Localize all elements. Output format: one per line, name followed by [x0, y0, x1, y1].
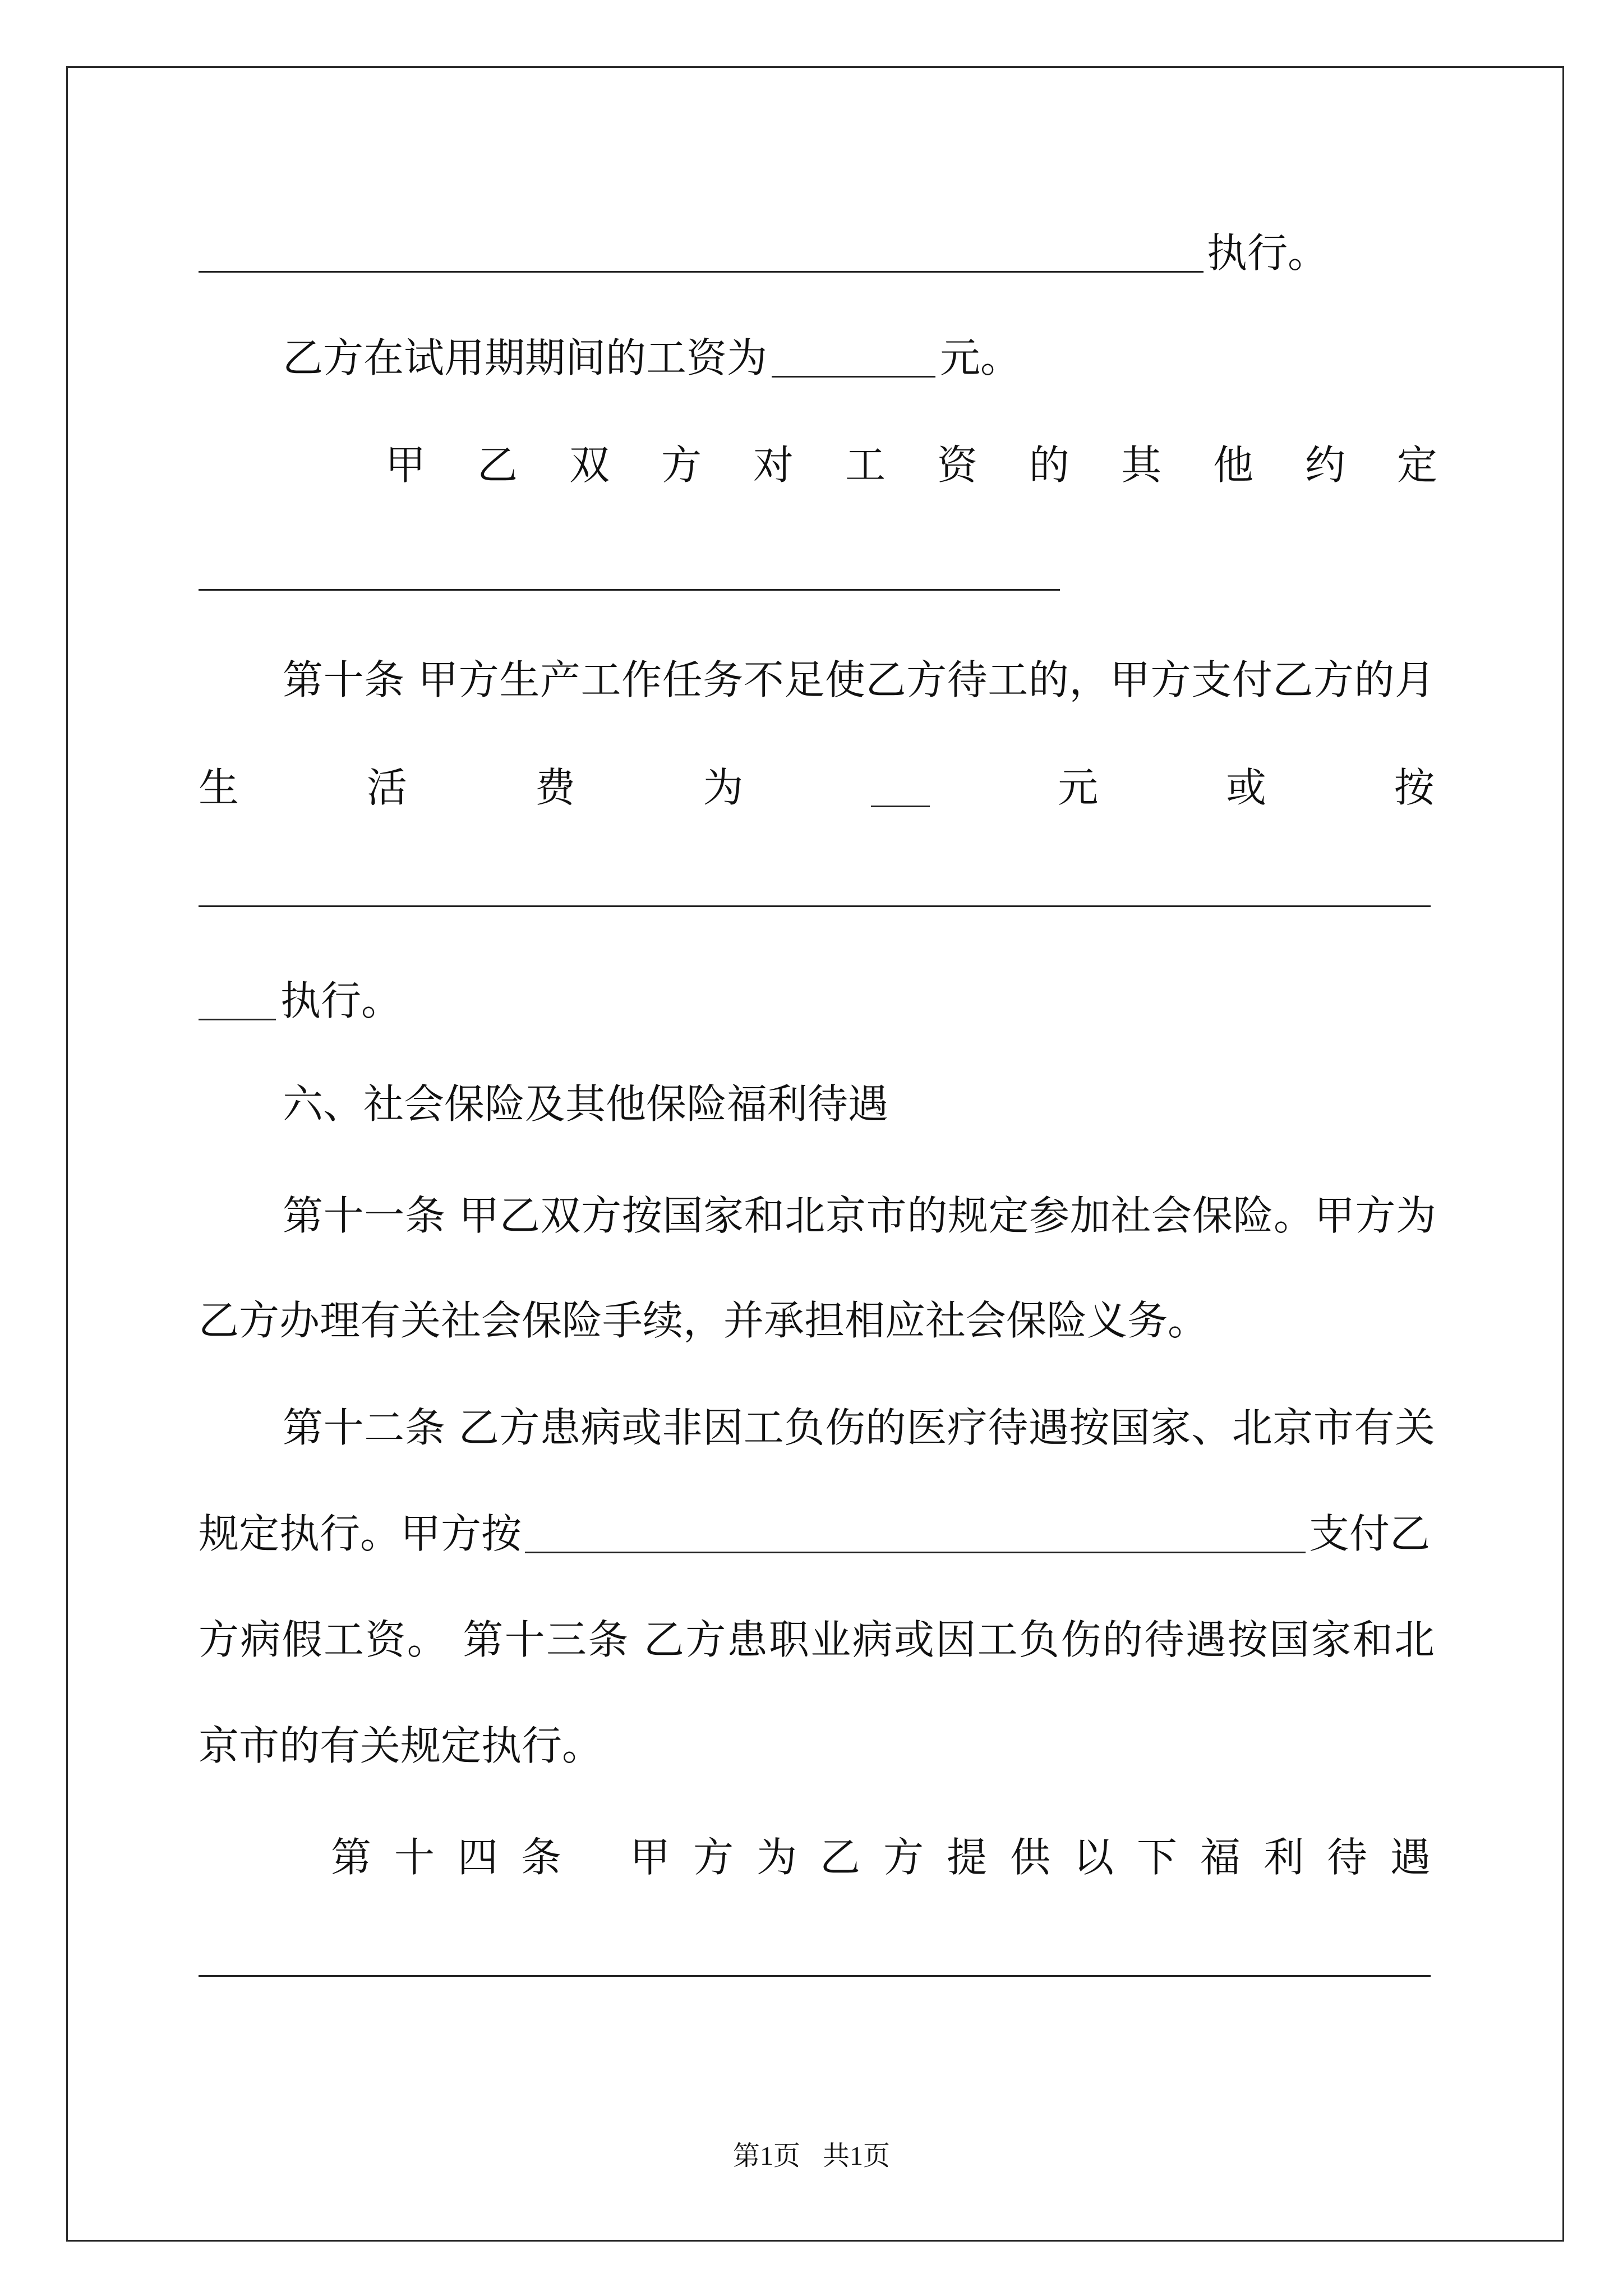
- fill-in-blank: [871, 799, 930, 807]
- section-heading: [283, 1076, 888, 1132]
- spread-char: 活: [366, 764, 407, 811]
- page-total: 共1页: [823, 2141, 891, 2171]
- text-line-probation-wage: [283, 330, 1021, 386]
- spread-char: 生: [199, 764, 239, 811]
- text-line-article-13-cont: [199, 1718, 602, 1774]
- text-line-article-11: [283, 1188, 1435, 1244]
- spread-char: 或: [1226, 764, 1267, 811]
- spread-char: 为: [703, 764, 744, 811]
- line-text: 甲乙双方对工资的其他约定: [385, 441, 1490, 489]
- line-text: 甲方为乙方提供以下福利待遇: [630, 1834, 1454, 1881]
- page-number: 第1页: [732, 2141, 800, 2171]
- text-line-article-12: [283, 1400, 1435, 1456]
- line-text: 第十四条: [331, 1834, 585, 1881]
- fill-in-blank: [525, 1545, 1306, 1553]
- line-text: 方病假工资。 第十三条 乙方患职业病或因工负伤的待遇按国家和北: [199, 1616, 1435, 1663]
- fill-in-blank: [199, 264, 1204, 273]
- text-line-article-10-spread: [199, 760, 1435, 816]
- line-text: 京市的有关规定执行。: [199, 1722, 603, 1769]
- text-line-article-13: [199, 1612, 1435, 1668]
- text-line-article-10: [283, 652, 1435, 708]
- fill-in-line: [199, 905, 1431, 907]
- line-text: 执行。: [280, 977, 402, 1024]
- page-footer: [0, 2139, 1623, 2173]
- text-line-wage-exec-tail: [199, 225, 1328, 281]
- fill-in-line: [199, 1975, 1431, 1977]
- fill-in-blank: [199, 1012, 276, 1020]
- line-text: 六、社会保险及其他保险福利待遇: [283, 1080, 889, 1128]
- line-text: 第十条 甲方生产工作任务不足使乙方待工的，甲方支付乙方的月: [283, 656, 1435, 703]
- line-text: 元。: [940, 334, 1021, 381]
- line-text: 执行。: [1207, 229, 1329, 277]
- text-line-article-11-cont: [199, 1292, 1208, 1349]
- spread-char: 费: [534, 764, 575, 811]
- line-text: 规定执行。甲方按: [199, 1510, 522, 1557]
- text-line-article-10-end: [199, 973, 402, 1029]
- text-line-article-14: [630, 1829, 1454, 1885]
- line-text: 第十一条 甲乙双方按国家和北京市的规定参加社会保险。甲方为: [283, 1192, 1435, 1239]
- line-text: 乙方在试用期期间的工资为: [283, 334, 768, 381]
- fill-in-blank: [772, 369, 935, 378]
- text-line-article-12-cont: [199, 1506, 1430, 1562]
- article-number: [331, 1829, 584, 1885]
- spread-char: 元: [1058, 764, 1099, 811]
- line-text: 支付乙: [1309, 1510, 1431, 1557]
- line-text: 第十二条 乙方患病或非因工负伤的医疗待遇按国家、北京市有关: [283, 1404, 1435, 1451]
- line-text: 乙方办理有关社会保险手续，并承担相应社会保险义务。: [199, 1297, 1209, 1344]
- text-line-other-wage-terms: [385, 437, 1489, 493]
- spread-char: 按: [1394, 764, 1435, 811]
- page-frame: [66, 66, 1564, 2242]
- fill-in-line: [199, 589, 1060, 591]
